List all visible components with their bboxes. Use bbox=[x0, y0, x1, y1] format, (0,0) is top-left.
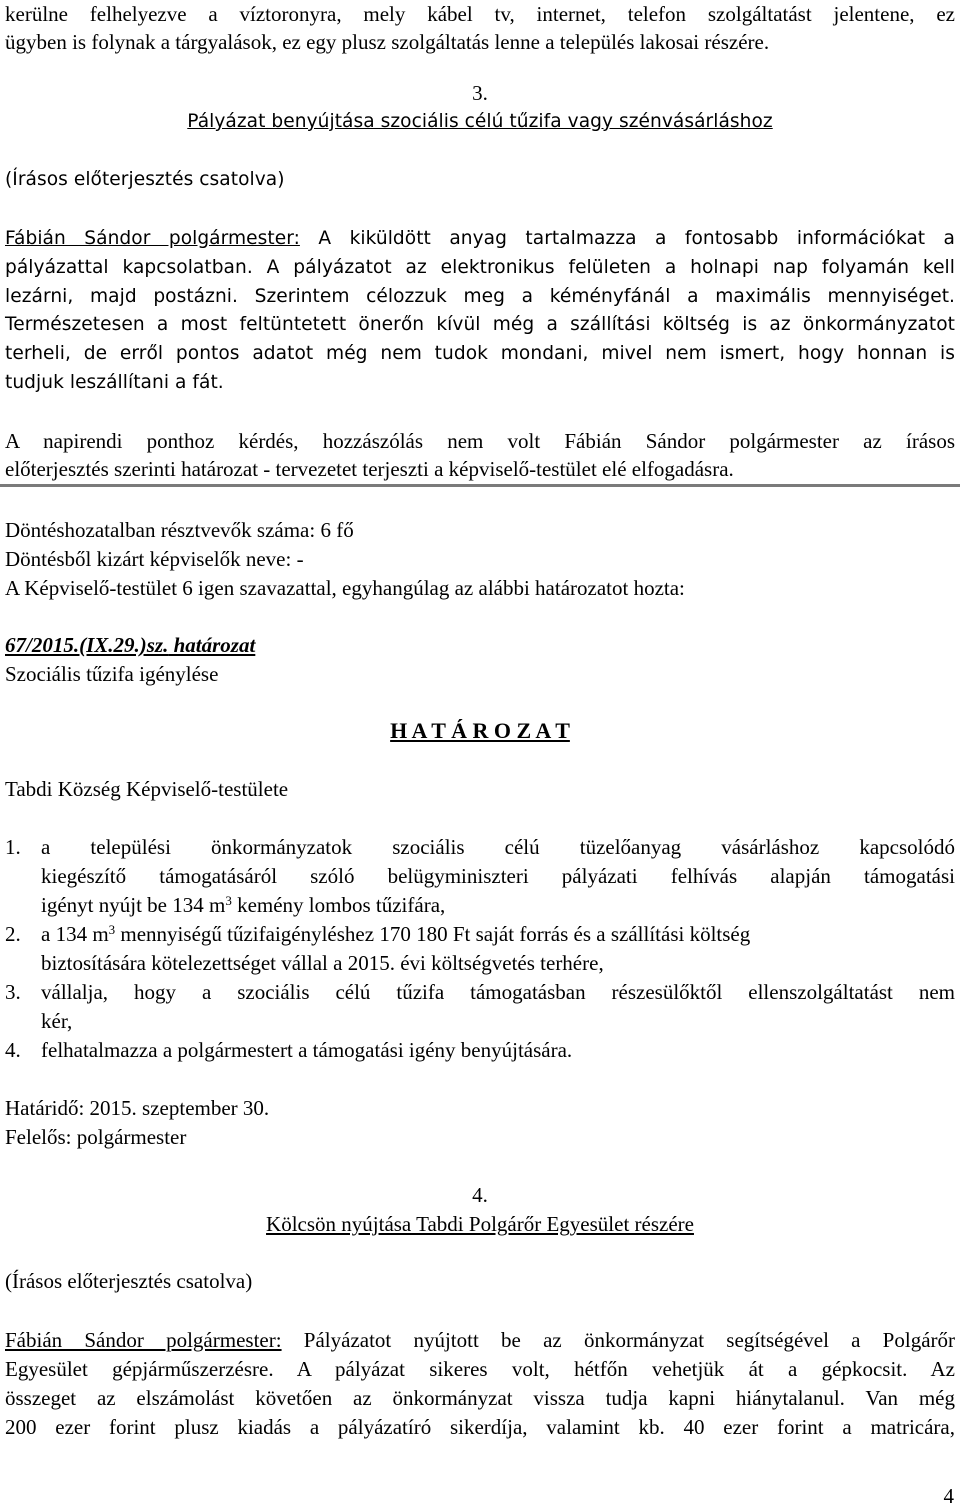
paragraph-line: Fábián Sándor polgármester: Pályázatot nyújtott be az önkormányzat segítségével a Polgárőr bbox=[5, 1328, 956, 1352]
list-item-line: igényt nyújt be 134 $m^3$ kemény lombos tűzifára, bbox=[41, 893, 446, 917]
agenda-line: előterjesztés szerinti határozat - tervezetet terjeszti a képviselő-testület elé elfogadásra. bbox=[5, 457, 734, 481]
list-item: 3. vállalja, hogy a szociális célú tűzifa támogatásban részesülőktől ellenszolgáltatást nem bbox=[5, 980, 955, 1004]
paragraph-line: tudjuk leszállítani a fát. bbox=[5, 372, 224, 393]
section-4-title: Kölcsön nyújtása Tabdi Polgárőr Egyesület részére bbox=[266, 1212, 694, 1236]
list-item-line: kér, bbox=[41, 1009, 73, 1033]
list-item-line: kiegészítő támogatásáról szóló belügyminiszteri pályázati felhívás alapján támogatási bbox=[41, 864, 955, 888]
divider bbox=[0, 484, 960, 487]
section-3-number: 3. bbox=[472, 81, 488, 105]
resolution-number: 67/2015.(IX.29.)sz. határozat bbox=[5, 633, 256, 657]
list-item-line: biztosítására kötelezettséget vállal a 2015. évi költségvetés terhére, bbox=[41, 951, 604, 975]
vote-participants: Döntéshozatalban résztvevők száma: 6 fő bbox=[5, 518, 354, 542]
resolution-subject: Szociális tűzifa igénylése bbox=[5, 662, 219, 686]
paragraph-line: Természetesen a most feltüntetett önerőn kívül még a szállítási költség is az önkormányzatot bbox=[5, 314, 955, 335]
paragraph-line: Egyesület gépjárműszerzésre. A pályázat sikeres volt, hétfőn vehetjük át a gépkocsit. Az bbox=[5, 1357, 955, 1381]
list-item: 1. a települési önkormányzatok szociális célú tüzelőanyag vásárláshoz kapcsolódó bbox=[5, 835, 955, 859]
resolution-body: Tabdi Község Képviselő-testülete bbox=[5, 777, 289, 801]
vote-excluded: Döntésből kizárt képviselők neve: - bbox=[5, 547, 304, 571]
list-item: 2. a 134 $m^3$ mennyiségű tűzifaigényléshez 170 180 Ft saját forrás és a szállítási költség bbox=[5, 922, 751, 946]
vote-result: A Képviselő-testület 6 igen szavazattal, egyhangúlag az alábbi határozatot hozta: bbox=[5, 576, 685, 600]
section-4-note: (Írásos előterjesztés csatolva) bbox=[5, 1269, 253, 1293]
paragraph-line: összeget az elszámolást követően az önkormányzat vissza tudja kapni hiánytalanul. Van még bbox=[5, 1386, 955, 1410]
paragraph-line: ügyben is folynak a tárgyalások, ez egy plusz szolgáltatás lenne a település lakosai részére. bbox=[5, 30, 770, 54]
speaker-name: Fábián Sándor polgármester: bbox=[5, 228, 300, 249]
section-4-number: 4. bbox=[472, 1183, 488, 1207]
paragraph-line: Fábián Sándor polgármester: A kiküldött anyag tartalmazza a fontosabb információkat a bbox=[5, 228, 955, 249]
paragraph-line: lezárni, majd postázni. Szerintem célozzuk meg a kéményfánál a maximális mennyiséget. bbox=[5, 286, 955, 307]
resolution-deadline: Határidő: 2015. szeptember 30. bbox=[5, 1096, 270, 1120]
resolution-responsible: Felelős: polgármester bbox=[5, 1125, 187, 1149]
list-item: 4. felhatalmazza a polgármestert a támogatási igény benyújtására. bbox=[5, 1038, 573, 1062]
section-3-note: (Írásos előterjesztés csatolva) bbox=[5, 169, 285, 190]
agenda-line: A napirendi ponthoz kérdés, hozzászólás nem volt Fábián Sándor polgármester az írásos bbox=[5, 429, 955, 453]
paragraph-line: kerülne felhelyezve a víztoronyra, mely kábel tv, internet, telefon szolgáltatást jelentene, ez bbox=[5, 2, 955, 26]
speaker-name: Fábián Sándor polgármester: bbox=[5, 1328, 282, 1352]
paragraph-line: 200 ezer forint plusz kiadás a pályázatíró sikerdíja, valamint kb. 40 ezer forint a matricára, bbox=[5, 1415, 955, 1439]
page-number: 4 bbox=[943, 1484, 954, 1508]
paragraph-line: terheli, de erről pontos adatot még nem tudok mondani, mivel nem ismert, hogy honnan is bbox=[5, 343, 955, 364]
resolution-heading: H A T Á R O Z A T bbox=[390, 718, 570, 743]
section-3-title bbox=[5, 108, 955, 136]
paragraph-line: pályázattal kapcsolatban. A pályázatot az elektronikus felületen a holnapi nap folyamán kell bbox=[5, 257, 955, 278]
section-3-title-text: Pályázat benyújtása szociális célú tűzifa vagy szénvásárláshoz bbox=[187, 111, 773, 132]
